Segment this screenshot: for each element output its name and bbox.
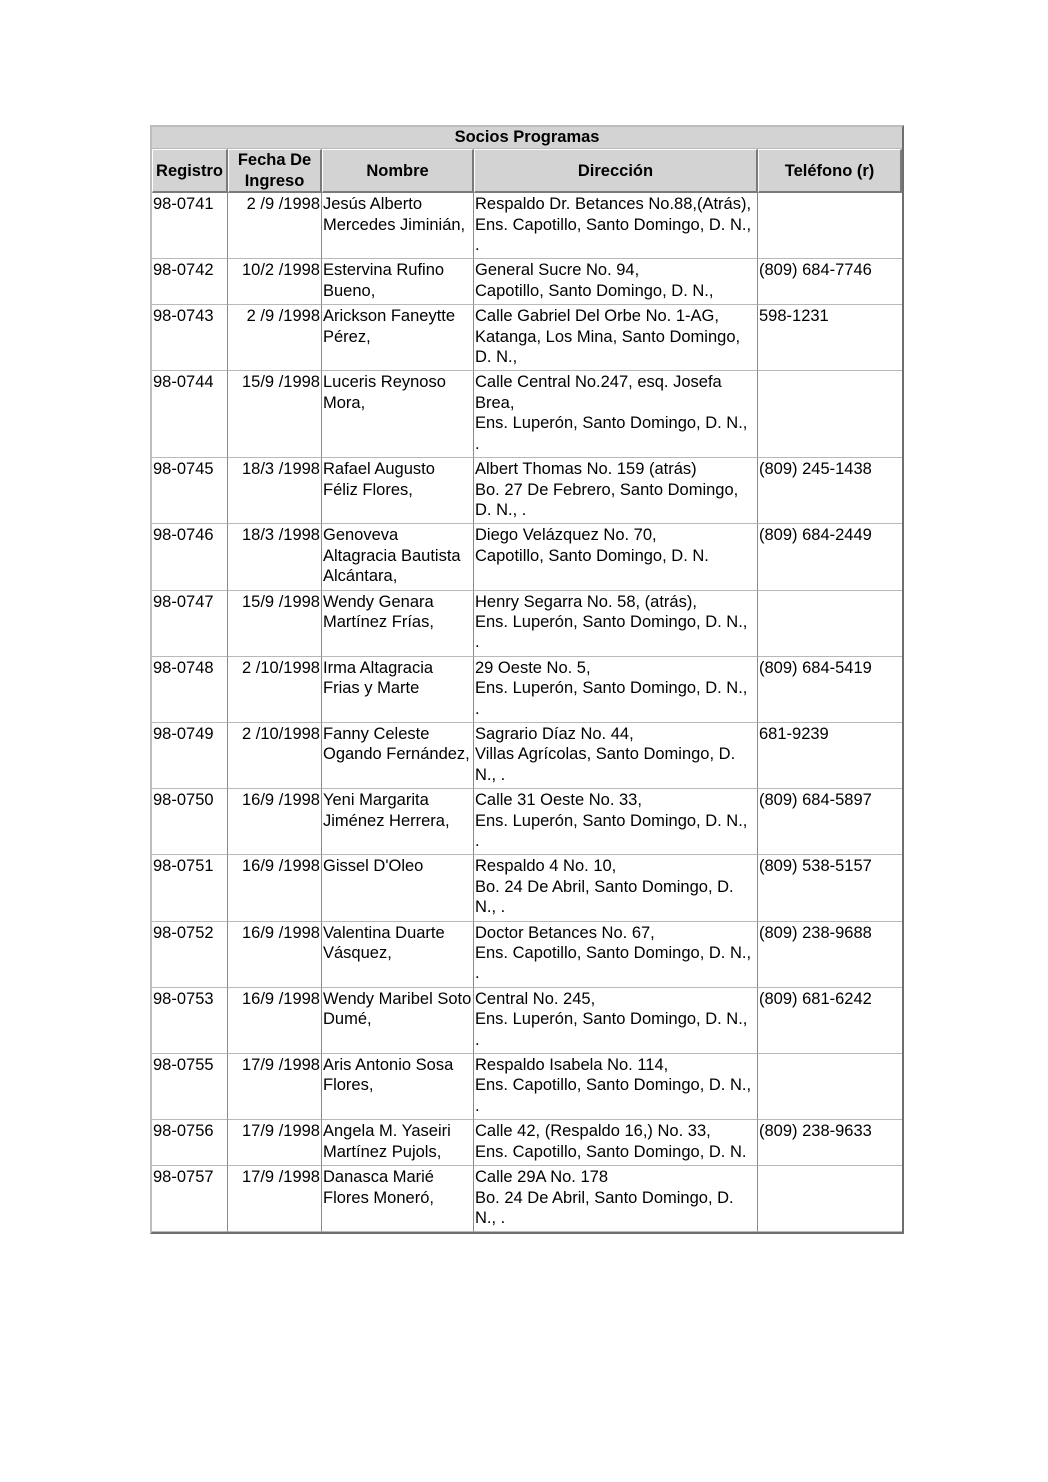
cell-direccion: [474, 657, 758, 723]
cell-nombre: Danasca Marié Flores Moneró,: [322, 1166, 474, 1232]
cell-nombre: Luceris Reynoso Mora,: [322, 371, 474, 458]
socios-table: [150, 125, 904, 1234]
direccion-line: Respaldo 4 No. 10,: [475, 857, 617, 876]
cell-registro: 98-0744: [152, 371, 228, 458]
cell-telefono: [758, 1166, 902, 1232]
table-title: Socios Programas: [152, 127, 902, 149]
cell-nombre: Irma Altagracia Frias y Marte: [322, 657, 474, 723]
cell-direccion: [474, 458, 758, 524]
table-row: [152, 259, 902, 305]
cell-fecha-ingreso: 16/9 /1998: [228, 988, 322, 1054]
cell-direccion: [474, 193, 758, 259]
cell-telefono: (809) 684-7746: [758, 259, 902, 305]
cell-telefono: [758, 193, 902, 259]
header-direccion: Dirección: [474, 149, 758, 193]
cell-direccion: [474, 988, 758, 1054]
cell-registro: 98-0742: [152, 259, 228, 305]
header-nombre: Nombre: [322, 149, 474, 193]
cell-telefono: (809) 238-9633: [758, 1120, 902, 1166]
cell-direccion: [474, 789, 758, 855]
cell-telefono: (809) 684-2449: [758, 524, 902, 590]
cell-telefono: (809) 681-6242: [758, 988, 902, 1054]
direccion-line: Albert Thomas No. 159 (atrás): [475, 460, 697, 479]
direccion-line: Bo. 27 De Febrero, Santo Domingo, D. N., .: [475, 480, 739, 519]
cell-fecha-ingreso: 15/9 /1998: [228, 591, 322, 657]
cell-fecha-ingreso: 17/9 /1998: [228, 1166, 322, 1232]
table-row: [152, 855, 902, 921]
cell-nombre: Wendy Genara Martínez Frías,: [322, 591, 474, 657]
cell-direccion: [474, 1120, 758, 1166]
direccion-line: Sagrario Díaz No. 44,: [475, 724, 634, 743]
direccion-line: Villas Agrícolas, Santo Domingo, D. N., .: [475, 745, 736, 784]
table-row: [152, 1120, 902, 1166]
direccion-line: Ens. Capotillo, Santo Domingo, D. N., .: [475, 1076, 752, 1115]
cell-nombre: Wendy Maribel Soto Dumé,: [322, 988, 474, 1054]
cell-fecha-ingreso: 18/3 /1998: [228, 458, 322, 524]
header-telefono: Teléfono (r): [758, 149, 902, 193]
cell-nombre: Arickson Faneytte Pérez,: [322, 305, 474, 371]
cell-registro: 98-0757: [152, 1166, 228, 1232]
cell-telefono: 681-9239: [758, 723, 902, 789]
cell-telefono: (809) 238-9688: [758, 922, 902, 988]
cell-direccion: [474, 371, 758, 458]
cell-direccion: [474, 723, 758, 789]
cell-nombre: Rafael Augusto Féliz Flores,: [322, 458, 474, 524]
table-row: [152, 591, 902, 657]
cell-telefono: [758, 371, 902, 458]
cell-telefono: [758, 1054, 902, 1120]
cell-direccion: [474, 591, 758, 657]
cell-registro: 98-0749: [152, 723, 228, 789]
cell-fecha-ingreso: 10/2 /1998: [228, 259, 322, 305]
direccion-line: Central No. 245,: [475, 989, 596, 1008]
direccion-line: Ens. Luperón, Santo Domingo, D. N., .: [475, 811, 748, 850]
cell-nombre: Fanny Celeste Ogando Fernández,: [322, 723, 474, 789]
cell-registro: 98-0755: [152, 1054, 228, 1120]
cell-registro: 98-0748: [152, 657, 228, 723]
direccion-line: Respaldo Isabela No. 114,: [475, 1056, 669, 1075]
direccion-line: Diego Velázquez No. 70,: [475, 526, 657, 545]
direccion-line: Ens. Capotillo, Santo Domingo, D. N.: [475, 1142, 747, 1161]
cell-fecha-ingreso: 16/9 /1998: [228, 922, 322, 988]
direccion-line: Calle 31 Oeste No. 33,: [475, 791, 642, 810]
cell-nombre: Angela M. Yaseiri Martínez Pujols,: [322, 1120, 474, 1166]
direccion-line: Ens. Luperón, Santo Domingo, D. N., .: [475, 679, 748, 718]
cell-fecha-ingreso: 16/9 /1998: [228, 789, 322, 855]
cell-nombre: Gissel D'Oleo: [322, 855, 474, 921]
cell-fecha-ingreso: 17/9 /1998: [228, 1120, 322, 1166]
cell-direccion: [474, 922, 758, 988]
cell-registro: 98-0751: [152, 855, 228, 921]
table-row: [152, 1166, 902, 1232]
cell-direccion: [474, 305, 758, 371]
cell-nombre: Genoveva Altagracia Bautista Alcántara,: [322, 524, 474, 590]
cell-fecha-ingreso: 17/9 /1998: [228, 1054, 322, 1120]
cell-fecha-ingreso: 2 /10/1998: [228, 723, 322, 789]
direccion-line: Henry Segarra No. 58, (atrás),: [475, 592, 697, 611]
cell-fecha-ingreso: 2 /9 /1998: [228, 305, 322, 371]
direccion-line: Calle Gabriel Del Orbe No. 1-AG, Katanga, Los Mina, Santo Domingo, D. N.,: [475, 307, 741, 367]
direccion-line: Respaldo Dr. Betances No.88,(Atrás),: [475, 195, 752, 214]
cell-registro: 98-0746: [152, 524, 228, 590]
cell-nombre: Valentina Duarte Vásquez,: [322, 922, 474, 988]
cell-fecha-ingreso: 18/3 /1998: [228, 524, 322, 590]
cell-registro: 98-0747: [152, 591, 228, 657]
cell-direccion: [474, 524, 758, 590]
table-row: [152, 371, 902, 458]
table-row: [152, 988, 902, 1054]
cell-registro: 98-0756: [152, 1120, 228, 1166]
cell-telefono: (809) 245-1438: [758, 458, 902, 524]
cell-registro: 98-0741: [152, 193, 228, 259]
direccion-line: Calle 42, (Respaldo 16,) No. 33,: [475, 1122, 711, 1141]
cell-registro: 98-0752: [152, 922, 228, 988]
cell-registro: 98-0745: [152, 458, 228, 524]
table-row: [152, 922, 902, 988]
cell-nombre: Jesús Alberto Mercedes Jiminián,: [322, 193, 474, 259]
cell-telefono: 598-1231: [758, 305, 902, 371]
direccion-line: Ens. Luperón, Santo Domingo, D. N., .: [475, 414, 748, 453]
cell-registro: 98-0750: [152, 789, 228, 855]
direccion-line: Ens. Luperón, Santo Domingo, D. N., .: [475, 1010, 748, 1049]
table-row: [152, 458, 902, 524]
cell-direccion: [474, 259, 758, 305]
direccion-line: Calle 29A No. 178: [475, 1168, 609, 1187]
table-row: [152, 524, 902, 590]
direccion-line: Ens. Capotillo, Santo Domingo, D. N., .: [475, 944, 752, 983]
cell-direccion: [474, 855, 758, 921]
direccion-line: 29 Oeste No. 5,: [475, 658, 591, 677]
table-row: [152, 305, 902, 371]
cell-registro: 98-0743: [152, 305, 228, 371]
direccion-line: Calle Central No.247, esq. Josefa Brea,: [475, 373, 722, 412]
cell-nombre: Yeni Margarita Jiménez Herrera,: [322, 789, 474, 855]
cell-telefono: [758, 591, 902, 657]
cell-registro: 98-0753: [152, 988, 228, 1054]
cell-fecha-ingreso: 2 /10/1998: [228, 657, 322, 723]
cell-direccion: [474, 1166, 758, 1232]
document-page: [150, 125, 900, 1234]
direccion-line: Ens. Capotillo, Santo Domingo, D. N., .: [475, 215, 752, 255]
cell-fecha-ingreso: 15/9 /1998: [228, 371, 322, 458]
table-row: [152, 193, 902, 259]
table-row: [152, 1054, 902, 1120]
table-body: [152, 193, 902, 1232]
direccion-line: Doctor Betances No. 67,: [475, 923, 655, 942]
direccion-line: Capotillo, Santo Domingo, D. N.: [475, 546, 709, 565]
direccion-line: Ens. Luperón, Santo Domingo, D. N., .: [475, 612, 748, 652]
cell-telefono: (809) 538-5157: [758, 855, 902, 921]
table-row: [152, 723, 902, 789]
header-registro: Registro: [152, 149, 228, 193]
direccion-line: Bo. 24 De Abril, Santo Domingo, D. N., .: [475, 1188, 734, 1227]
cell-fecha-ingreso: 16/9 /1998: [228, 855, 322, 921]
cell-fecha-ingreso: 2 /9 /1998: [228, 193, 322, 259]
table-row: [152, 789, 902, 855]
direccion-line: General Sucre No. 94,: [475, 261, 640, 280]
cell-direccion: [474, 1054, 758, 1120]
direccion-line: Capotillo, Santo Domingo, D. N.,: [475, 281, 714, 300]
cell-nombre: Aris Antonio Sosa Flores,: [322, 1054, 474, 1120]
cell-telefono: (809) 684-5419: [758, 657, 902, 723]
header-fecha-ingreso: Fecha De Ingreso: [228, 149, 322, 193]
direccion-line: Bo. 24 De Abril, Santo Domingo, D. N., .: [475, 877, 734, 917]
cell-nombre: Estervina Rufino Bueno,: [322, 259, 474, 305]
table-row: [152, 657, 902, 723]
cell-telefono: (809) 684-5897: [758, 789, 902, 855]
